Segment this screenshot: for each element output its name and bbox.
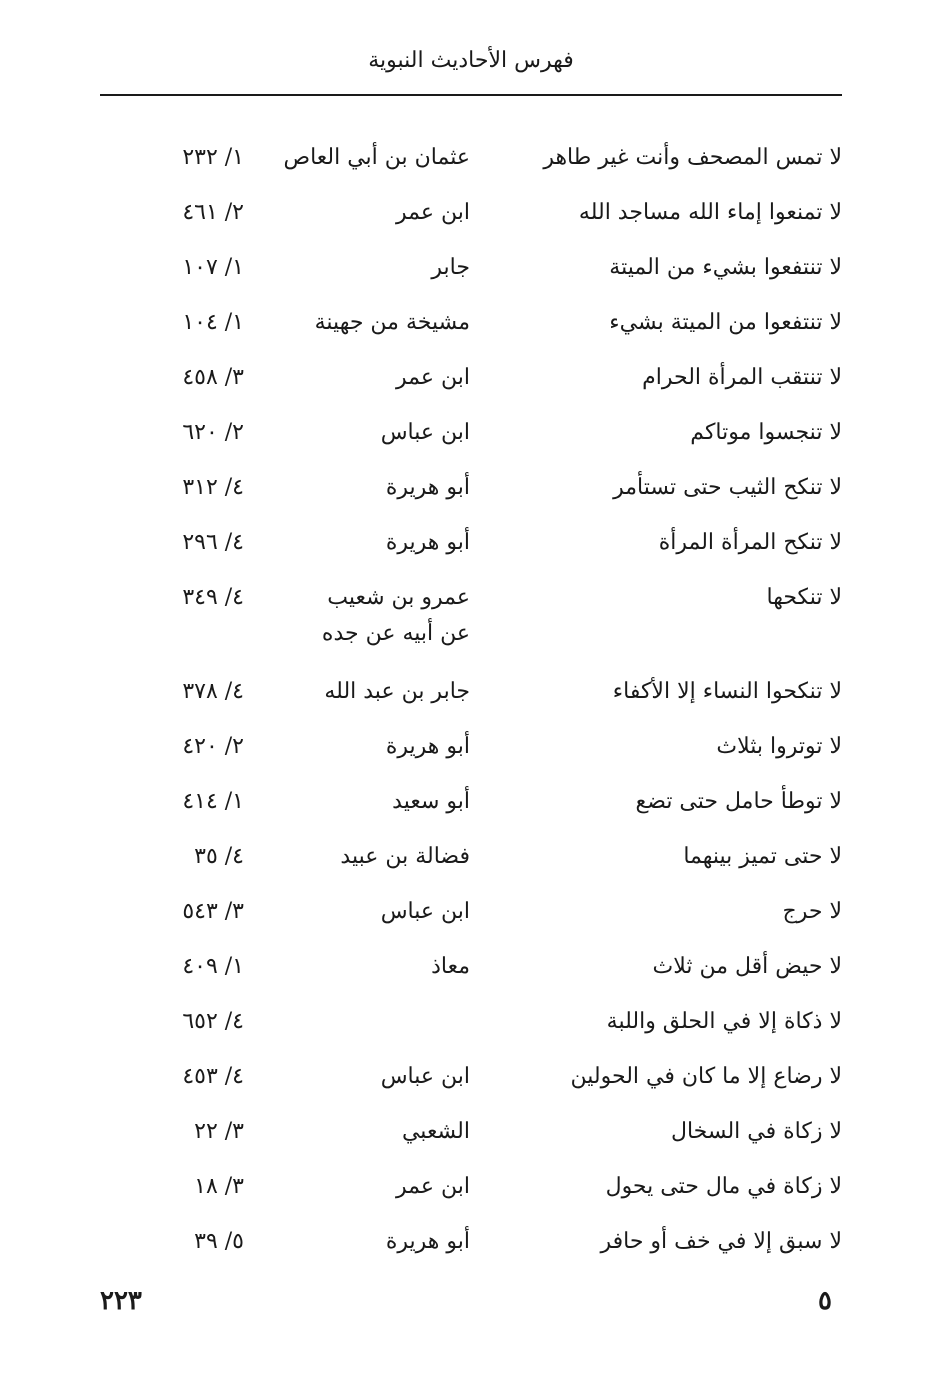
- narrator: فضالة بن عبيد: [340, 844, 470, 869]
- narrator: أبو هريرة: [385, 734, 470, 759]
- index-entry: [100, 894, 842, 949]
- hadith-text: لا سبق إلا في خف أو حافر: [600, 1229, 842, 1254]
- index-entry: [100, 839, 842, 894]
- volume-number: ٥: [818, 1286, 832, 1316]
- volume-page-ref: ٤/ ٣٧٨: [182, 679, 244, 704]
- index-entry: [100, 580, 842, 674]
- index-entry: [100, 1169, 842, 1224]
- narrator: ابن عمر: [396, 365, 470, 390]
- index-entry: [100, 360, 842, 415]
- index-entry: [100, 1004, 842, 1059]
- volume-page-ref: ٤/ ٣١٢: [182, 475, 244, 500]
- narrator: ابن عباس: [380, 1064, 470, 1089]
- index-entry: [100, 784, 842, 839]
- hadith-text: لا تنجسوا موتاكم: [690, 420, 842, 445]
- hadith-text: لا زكاة في السخال: [670, 1119, 842, 1144]
- hadith-text: لا توتروا بثلاث: [716, 734, 842, 759]
- hadith-text: لا تنتقب المرأة الحرام: [642, 365, 842, 390]
- narrator: ابن عمر: [396, 1174, 470, 1199]
- index-entry: [100, 674, 842, 729]
- index-entry: [100, 1114, 842, 1169]
- hadith-text: لا زكاة في مال حتى يحول: [605, 1174, 842, 1199]
- hadith-index-list: [100, 140, 842, 1279]
- volume-page-ref: ٣/ ٥٤٣: [182, 899, 244, 924]
- index-entry: [100, 305, 842, 360]
- hadith-text: لا تنكح المرأة المرأة: [658, 530, 842, 555]
- index-entry: [100, 1059, 842, 1114]
- narrator: ابن عباس: [380, 420, 470, 445]
- volume-page-ref: ١/ ٤٠٩: [182, 954, 244, 979]
- hadith-text: لا تمس المصحف وأنت غير طاهر: [543, 145, 842, 170]
- hadith-text: لا تنكحوا النساء إلا الأكفاء: [612, 679, 842, 704]
- index-entry: [100, 250, 842, 305]
- index-entry: [100, 415, 842, 470]
- volume-page-ref: ٣/ ١٨: [194, 1174, 244, 1199]
- narrator: عثمان بن أبي العاص: [283, 145, 470, 170]
- volume-page-ref: ١/ ١٠٧: [182, 255, 244, 280]
- index-entry: [100, 729, 842, 784]
- narrator: معاذ: [431, 954, 470, 979]
- hadith-text: لا حرج: [782, 899, 842, 924]
- volume-page-ref: ٤/ ٢٩٦: [182, 530, 244, 555]
- volume-page-ref: ١/ ٤١٤: [182, 789, 244, 814]
- volume-page-ref: ٢/ ٤٦١: [182, 200, 244, 225]
- hadith-text: لا حيض أقل من ثلاث: [652, 954, 842, 979]
- volume-page-ref: ٤/ ٤٥٣: [182, 1064, 244, 1089]
- volume-page-ref: ٤/ ٦٥٢: [182, 1009, 244, 1034]
- volume-page-ref: ١/ ٢٣٢: [182, 145, 244, 170]
- index-entry: [100, 1224, 842, 1279]
- hadith-text: لا تنتفعوا بشيء من الميتة: [609, 255, 842, 280]
- hadith-text: لا رضاع إلا ما كان في الحولين: [570, 1064, 842, 1089]
- narrator: أبو سعيد: [392, 789, 470, 814]
- running-head: فهرس الأحاديث النبوية: [368, 48, 574, 73]
- narrator: الشعبي: [401, 1119, 470, 1144]
- narrator: جابر: [431, 255, 470, 280]
- index-entry: [100, 470, 842, 525]
- header-rule: [100, 94, 842, 96]
- narrator: أبو هريرة: [385, 1229, 470, 1254]
- hadith-text: لا تمنعوا إماء الله مساجد الله: [578, 200, 842, 225]
- hadith-text: لا تنتفعوا من الميتة بشيء: [609, 310, 842, 335]
- narrator: مشيخة من جهينة: [314, 310, 470, 335]
- volume-page-ref: ١/ ١٠٤: [182, 310, 244, 335]
- narrator-line-1: عمرو بن شعيب: [327, 585, 470, 610]
- narrator-line-2: عن أبيه عن جده: [321, 621, 470, 646]
- volume-page-ref: ٥/ ٣٩: [194, 1229, 244, 1254]
- volume-page-ref: ٤/ ٣٥: [194, 844, 244, 869]
- hadith-text: لا تنكحها: [766, 585, 842, 610]
- index-entry: [100, 525, 842, 580]
- index-entry: [100, 140, 842, 195]
- volume-page-ref: ٣/ ٤٥٨: [182, 365, 244, 390]
- volume-page-ref: ٤/ ٣٤٩: [182, 585, 244, 610]
- page-number: ٢٢٣: [100, 1286, 142, 1316]
- narrator: ابن عمر: [396, 200, 470, 225]
- narrator: أبو هريرة: [385, 475, 470, 500]
- volume-page-ref: ٢/ ٤٢٠: [182, 734, 244, 759]
- narrator: [280, 580, 470, 652]
- narrator: أبو هريرة: [385, 530, 470, 555]
- index-entry: [100, 195, 842, 250]
- narrator: ابن عباس: [380, 899, 470, 924]
- volume-page-ref: ٣/ ٢٢: [194, 1119, 244, 1144]
- narrator: جابر بن عبد الله: [324, 679, 470, 704]
- hadith-text: لا حتى تميز بينهما: [683, 844, 842, 869]
- volume-page-ref: ٢/ ٦٢٠: [182, 420, 244, 445]
- hadith-text: لا توطأ حامل حتى تضع: [635, 789, 842, 814]
- hadith-text: لا ذكاة إلا في الحلق واللبة: [606, 1009, 842, 1034]
- index-entry: [100, 949, 842, 1004]
- hadith-text: لا تنكح الثيب حتى تستأمر: [613, 475, 842, 500]
